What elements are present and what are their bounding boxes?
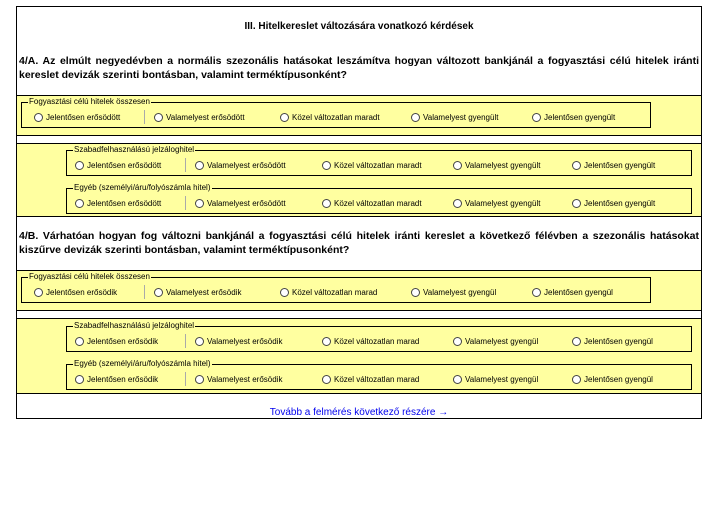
column-separator bbox=[144, 110, 145, 124]
option-somewhat-weaken[interactable]: Valamelyest gyengül bbox=[411, 287, 496, 299]
radio-icon[interactable] bbox=[34, 288, 43, 297]
radio-icon[interactable] bbox=[453, 199, 462, 208]
option-unchanged[interactable]: Közel változatlan marad bbox=[322, 374, 419, 386]
radio-icon[interactable] bbox=[195, 337, 204, 346]
option-unchanged[interactable]: Közel változatlan maradt bbox=[280, 112, 380, 124]
option-somewhat-increase[interactable]: Valamelyest erősödik bbox=[154, 287, 241, 299]
q4a-total-group bbox=[21, 98, 651, 128]
q4a-subproducts-band bbox=[17, 143, 701, 217]
group-legend: Egyéb (személyi/áru/folyószámla hitel) bbox=[74, 359, 211, 368]
option-somewhat-increased[interactable]: Valamelyest erősödött bbox=[195, 160, 286, 172]
group-legend: Szabadfelhasználású jelzáloghitel bbox=[74, 145, 195, 154]
option-strongly-increase[interactable]: Jelentősen erősödik bbox=[75, 336, 158, 348]
group-legend: Szabadfelhasználású jelzáloghitel bbox=[74, 321, 195, 330]
option-strongly-increase[interactable]: Jelentősen erősödik bbox=[75, 374, 158, 386]
radio-icon[interactable] bbox=[34, 113, 43, 122]
option-strongly-increased[interactable]: Jelentősen erősödött bbox=[75, 160, 161, 172]
q4a-total-band bbox=[17, 95, 701, 136]
option-strongly-weakened[interactable]: Jelentősen gyengült bbox=[572, 198, 655, 210]
radio-icon[interactable] bbox=[75, 337, 84, 346]
radio-icon[interactable] bbox=[572, 161, 581, 170]
option-somewhat-weakened[interactable]: Valamelyest gyengült bbox=[453, 160, 540, 172]
radio-icon[interactable] bbox=[154, 288, 163, 297]
q4a-mortgage-group bbox=[66, 146, 692, 176]
radio-icon[interactable] bbox=[195, 161, 204, 170]
option-unchanged[interactable]: Közel változatlan marad bbox=[322, 336, 419, 348]
option-unchanged[interactable]: Közel változatlan maradt bbox=[322, 198, 422, 210]
option-somewhat-weaken[interactable]: Valamelyest gyengül bbox=[453, 336, 538, 348]
q4b-total-group bbox=[21, 273, 651, 303]
radio-icon[interactable] bbox=[195, 199, 204, 208]
radio-icon[interactable] bbox=[280, 113, 289, 122]
option-unchanged[interactable]: Közel változatlan marad bbox=[280, 287, 377, 299]
column-separator bbox=[185, 372, 186, 386]
q4b-other-group bbox=[66, 360, 692, 390]
survey-form bbox=[16, 6, 702, 419]
radio-icon[interactable] bbox=[453, 161, 462, 170]
option-somewhat-increased[interactable]: Valamelyest erősödött bbox=[154, 112, 245, 124]
option-somewhat-weakened[interactable]: Valamelyest gyengült bbox=[453, 198, 540, 210]
option-strongly-weakened[interactable]: Jelentősen gyengült bbox=[532, 112, 615, 124]
option-strongly-increased[interactable]: Jelentősen erősödött bbox=[75, 198, 161, 210]
q4b-subproducts-band bbox=[17, 318, 701, 394]
radio-icon[interactable] bbox=[154, 113, 163, 122]
option-strongly-weaken[interactable]: Jelentősen gyengül bbox=[572, 374, 653, 386]
option-somewhat-increase[interactable]: Valamelyest erősödik bbox=[195, 374, 282, 386]
radio-icon[interactable] bbox=[322, 375, 331, 384]
radio-icon[interactable] bbox=[411, 288, 420, 297]
radio-icon[interactable] bbox=[322, 337, 331, 346]
next-section-link-row bbox=[17, 407, 701, 418]
radio-icon[interactable] bbox=[75, 375, 84, 384]
q4a-other-group bbox=[66, 184, 692, 214]
option-somewhat-increased[interactable]: Valamelyest erősödött bbox=[195, 198, 286, 210]
option-somewhat-increase[interactable]: Valamelyest erősödik bbox=[195, 336, 282, 348]
q4b-total-band bbox=[17, 270, 701, 311]
question-4a-text: 4/A. Az elmúlt negyedévben a normális szezonális hatásokat leszámítva hogyan változott bankjánál a fogyasztási célú hitelek iránti kereslet devizák szerinti bontásban, valamint terméktípusonként? bbox=[19, 55, 699, 81]
radio-icon[interactable] bbox=[280, 288, 289, 297]
q4b-mortgage-group bbox=[66, 322, 692, 352]
radio-icon[interactable] bbox=[411, 113, 420, 122]
next-section-link[interactable]: Tovább a felmérés következő részére → bbox=[269, 407, 449, 418]
question-4b-text: 4/B. Várhatóan hogyan fog változni bankjánál a fogyasztási célú hitelek iránti kereslet a következő félévben a szezonális hatásokat kiszűrve devizák szerinti bontásban, valamint terméktípusonként? bbox=[19, 230, 699, 256]
section-title: III. Hitelkereslet változására vonatkozó kérdések bbox=[244, 21, 474, 32]
arrow-right-icon: → bbox=[438, 407, 449, 418]
option-strongly-increase[interactable]: Jelentősen erősödik bbox=[34, 287, 117, 299]
radio-icon[interactable] bbox=[532, 288, 541, 297]
column-separator bbox=[144, 285, 145, 299]
radio-icon[interactable] bbox=[195, 375, 204, 384]
option-strongly-weakened[interactable]: Jelentősen gyengült bbox=[572, 160, 655, 172]
radio-icon[interactable] bbox=[75, 161, 84, 170]
option-somewhat-weaken[interactable]: Valamelyest gyengül bbox=[453, 374, 538, 386]
radio-icon[interactable] bbox=[532, 113, 541, 122]
radio-icon[interactable] bbox=[322, 199, 331, 208]
option-strongly-increased[interactable]: Jelentősen erősödött bbox=[34, 112, 120, 124]
radio-icon[interactable] bbox=[75, 199, 84, 208]
radio-icon[interactable] bbox=[322, 161, 331, 170]
column-separator bbox=[185, 196, 186, 210]
radio-icon[interactable] bbox=[453, 375, 462, 384]
radio-icon[interactable] bbox=[572, 337, 581, 346]
radio-icon[interactable] bbox=[453, 337, 462, 346]
option-somewhat-weakened[interactable]: Valamelyest gyengült bbox=[411, 112, 498, 124]
option-strongly-weaken[interactable]: Jelentősen gyengül bbox=[572, 336, 653, 348]
radio-icon[interactable] bbox=[572, 199, 581, 208]
option-unchanged[interactable]: Közel változatlan maradt bbox=[322, 160, 422, 172]
radio-icon[interactable] bbox=[572, 375, 581, 384]
column-separator bbox=[185, 334, 186, 348]
option-strongly-weaken[interactable]: Jelentősen gyengül bbox=[532, 287, 613, 299]
group-legend: Fogyasztási célú hitelek összesen bbox=[29, 97, 150, 106]
group-legend: Egyéb (személyi/áru/folyószámla hitel) bbox=[74, 183, 211, 192]
group-legend: Fogyasztási célú hitelek összesen bbox=[29, 272, 150, 281]
column-separator bbox=[185, 158, 186, 172]
